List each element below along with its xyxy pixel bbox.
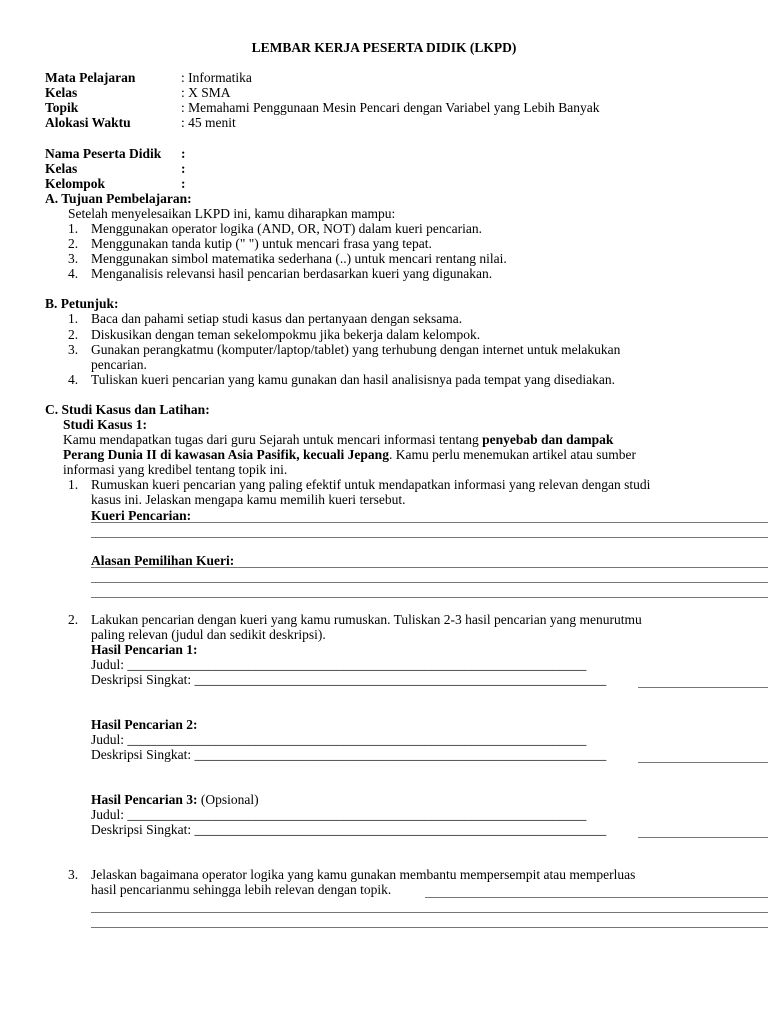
result-2-desc-field[interactable]: Deskripsi Singkat: _____________________________________________________________ — [91, 747, 607, 762]
info-label-subject: Mata Pelajaran — [45, 70, 136, 85]
info-value-class: : X SMA — [181, 85, 231, 100]
case-text: . Kamu perlu menemukan artikel atau sumber — [388, 447, 636, 462]
result-2-label: Hasil Pencarian 2: — [91, 717, 198, 732]
section-a-item-num: 2. — [68, 236, 79, 251]
section-b-item-num: 3. — [68, 342, 79, 357]
info-value-subject: : Informatika — [181, 70, 252, 85]
result-3-heading — [91, 792, 259, 807]
page-title: LEMBAR KERJA PESERTA DIDIK (LKPD) — [251, 40, 517, 55]
info-label-topic: Topik — [45, 100, 79, 115]
section-a-item-num: 3. — [68, 251, 79, 266]
section-a-item: Menggunakan tanda kutip (" ") untuk mencari frasa yang tepat. — [91, 236, 432, 251]
section-b-item: Diskusikan dengan teman sekelompokmu jika bekerja dalam kelompok. — [91, 327, 481, 342]
question-1-num: 1. — [68, 477, 79, 492]
section-b-item: Gunakan perangkatmu (komputer/laptop/tablet) yang terhubung dengan internet untuk melakukan — [91, 342, 621, 357]
section-a-item: Menggunakan operator logika (AND, OR, NOT) dalam kueri pencarian. — [91, 221, 482, 236]
case-text-line-2 — [63, 447, 636, 462]
section-b-item: Baca dan pahami setiap studi kasus dan pertanyaan dengan seksama. — [91, 311, 463, 326]
result-2-title-field[interactable]: Judul: ____________________________________________________________________ — [91, 732, 587, 747]
result-1-title-field[interactable]: Judul: ____________________________________________________________________ — [91, 657, 587, 672]
question-2-text: Lakukan pencarian dengan kueri yang kamu rumuskan. Tuliskan 2-3 hasil pencarian yang menurutmu — [91, 612, 642, 627]
answer-line[interactable] — [91, 582, 768, 583]
case-emphasis: penyebab dan dampak — [482, 432, 614, 447]
result-3-label: Hasil Pencarian 3: — [91, 792, 198, 807]
section-b-item: Tuliskan kueri pencarian yang kamu gunakan dan hasil analisisnya pada tempat yang disediakan. — [91, 372, 615, 387]
case-text: Kamu mendapatkan tugas dari guru Sejarah untuk mencari informasi tentang — [63, 432, 483, 447]
student-label-group: Kelompok — [45, 176, 106, 191]
info-label-time: Alokasi Waktu — [45, 115, 131, 130]
result-3-title-field[interactable]: Judul: ____________________________________________________________________ — [91, 807, 587, 822]
alasan-label: Alasan Pemilihan Kueri: — [91, 553, 235, 568]
section-b-item-num: 2. — [68, 327, 79, 342]
case-text-line-3: informasi yang kredibel tentang topik ini. — [63, 462, 288, 477]
result-3-optional: (Opsional) — [197, 792, 259, 807]
result-1-label: Hasil Pencarian 1: — [91, 642, 198, 657]
answer-line[interactable] — [638, 762, 768, 763]
section-a-item-num: 1. — [68, 221, 79, 236]
question-3-text-cont: hasil pencarianmu sehingga lebih relevan dengan topik. — [91, 882, 392, 897]
answer-line[interactable] — [91, 912, 768, 913]
student-label-name: Nama Peserta Didik — [45, 146, 162, 161]
answer-line[interactable] — [91, 597, 768, 598]
case-text-line-1 — [63, 432, 613, 447]
section-b-item-num: 1. — [68, 311, 79, 326]
case-title: Studi Kasus 1: — [63, 417, 148, 432]
result-3-desc-field[interactable]: Deskripsi Singkat: _____________________________________________________________ — [91, 822, 607, 837]
info-value-time: : 45 menit — [181, 115, 236, 130]
kueri-label: Kueri Pencarian: — [91, 508, 192, 523]
info-value-topic: : Memahami Penggunaan Mesin Pencari dengan Variabel yang Lebih Banyak — [181, 100, 600, 115]
answer-line[interactable] — [638, 837, 768, 838]
section-b-item-num: 4. — [68, 372, 79, 387]
section-a-intro: Setelah menyelesaikan LKPD ini, kamu diharapkan mampu: — [68, 206, 396, 221]
answer-line[interactable] — [91, 537, 768, 538]
student-label-class: Kelas — [45, 161, 78, 176]
question-3-text: Jelaskan bagaimana operator logika yang kamu gunakan membantu mempersempit atau memperluas — [91, 867, 636, 882]
question-1-text: Rumuskan kueri pencarian yang paling efektif untuk mendapatkan informasi yang relevan dengan studi — [91, 477, 651, 492]
section-a-heading: A. Tujuan Pembelajaran: — [45, 191, 192, 206]
student-value-group[interactable]: : — [181, 176, 186, 191]
answer-line[interactable] — [91, 567, 768, 568]
section-b-heading: B. Petunjuk: — [45, 296, 119, 311]
question-2-text-cont: paling relevan (judul dan sedikit deskripsi). — [91, 627, 326, 642]
answer-line[interactable] — [91, 522, 768, 523]
student-value-class[interactable]: : — [181, 161, 186, 176]
case-emphasis: Perang Dunia II di kawasan Asia Pasifik, kecuali Jepang — [63, 447, 389, 462]
answer-line[interactable] — [91, 927, 768, 928]
section-a-item: Menggunakan simbol matematika sederhana (..) untuk mencari rentang nilai. — [91, 251, 507, 266]
question-1-text-cont: kasus ini. Jelaskan mengapa kamu memilih kueri tersebut. — [91, 492, 406, 507]
question-3-num: 3. — [68, 867, 79, 882]
question-2-num: 2. — [68, 612, 79, 627]
section-a-item: Menganalisis relevansi hasil pencarian berdasarkan kueri yang digunakan. — [91, 266, 493, 281]
section-c-heading: C. Studi Kasus dan Latihan: — [45, 402, 210, 417]
result-1-desc-field[interactable]: Deskripsi Singkat: _____________________________________________________________ — [91, 672, 607, 687]
answer-line[interactable] — [638, 687, 768, 688]
info-label-class: Kelas — [45, 85, 78, 100]
section-b-item-cont: pencarian. — [91, 357, 147, 372]
section-a-item-num: 4. — [68, 266, 79, 281]
answer-line[interactable] — [425, 897, 768, 898]
student-value-name[interactable]: : — [181, 146, 186, 161]
